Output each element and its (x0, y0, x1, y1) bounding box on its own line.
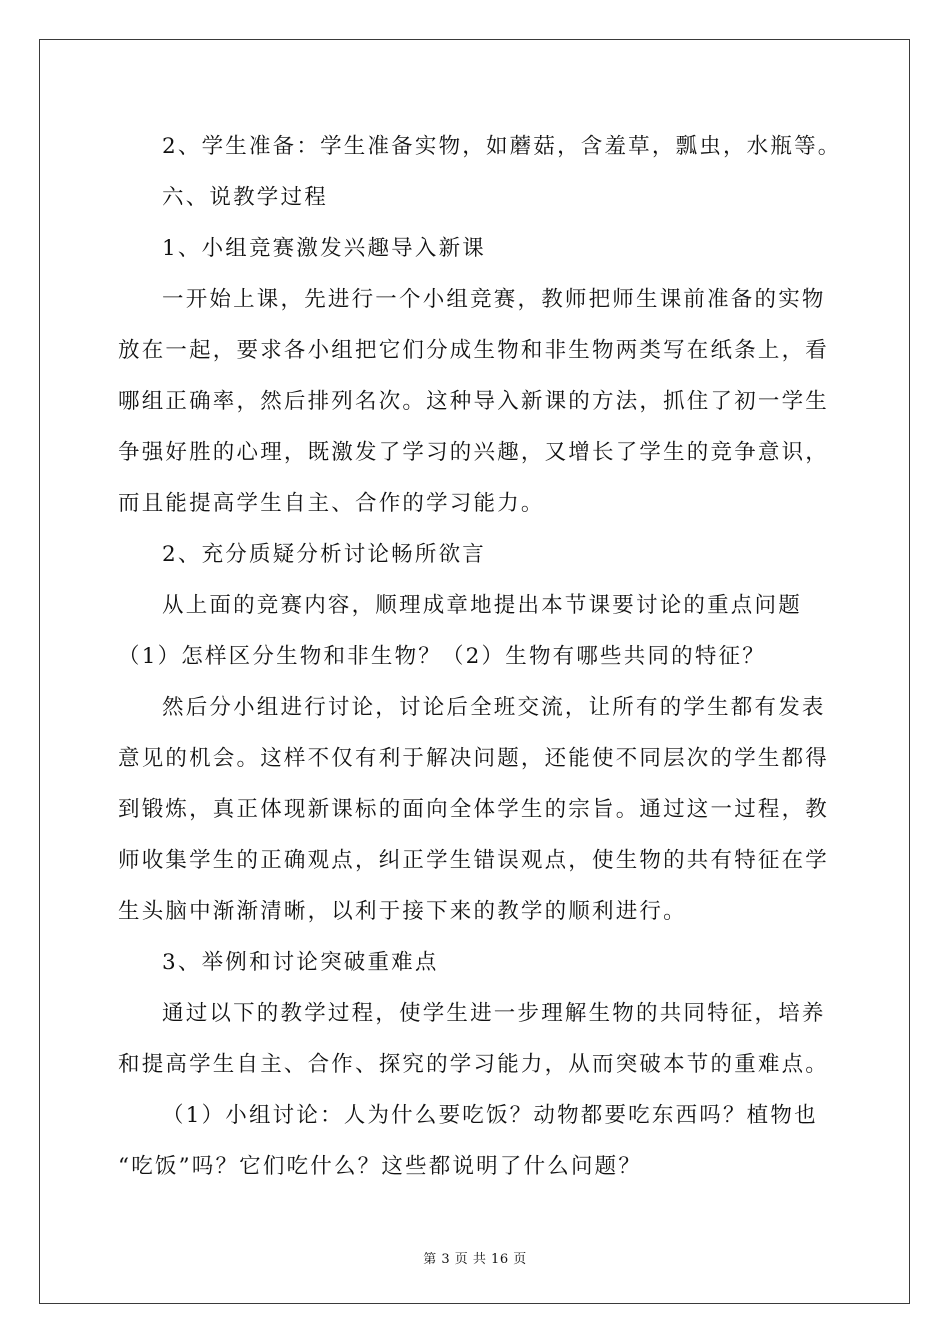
paragraph-line: （1）小组讨论：人为什么要吃饭？动物都要吃东西吗？植物也 (162, 1103, 818, 1128)
paragraph-line: 师收集学生的正确观点，纠正学生错误观点，使生物的共有特征在学 (118, 848, 830, 873)
paragraph-line: 一开始上课，先进行一个小组竞赛，教师把师生课前准备的实物 (162, 287, 826, 312)
paragraph-line: 放在一起，要求各小组把它们分成生物和非生物两类写在纸条上，看 (118, 338, 830, 363)
paragraph-line: 然后分小组进行讨论，讨论后全班交流，让所有的学生都有发表 (162, 695, 826, 720)
page-number-footer: 第 3 页 共 16 页 (423, 1252, 527, 1267)
paragraph-line: 从上面的竞赛内容，顺理成章地提出本节课要讨论的重点问题 (162, 593, 802, 618)
paragraph-line: 到锻炼，真正体现新课标的面向全体学生的宗旨。通过这一过程，教 (118, 797, 830, 822)
section-heading: 六、说教学过程 (162, 185, 328, 210)
paragraph-line: 意见的机会。这样不仅有利于解决问题，还能使不同层次的学生都得 (118, 746, 830, 771)
paragraph-line: 而且能提高学生自主、合作的学习能力。 (118, 491, 545, 516)
paragraph-line: 生头脑中渐渐清晰，以利于接下来的教学的顺利进行。 (118, 899, 687, 924)
subsection-heading: 2、充分质疑分析讨论畅所欲言 (162, 542, 486, 567)
paragraph-line: 2、学生准备：学生准备实物，如蘑菇，含羞草，瓢虫，水瓶等。 (162, 134, 842, 159)
subsection-heading: 1、小组竞赛激发兴趣导入新课 (162, 236, 486, 261)
paragraph-line: （1）怎样区分生物和非生物？（2）生物有哪些共同的特征？ (118, 644, 766, 669)
paragraph-line: “吃饭”吗？它们吃什么？这些都说明了什么问题？ (118, 1154, 643, 1179)
subsection-heading: 3、举例和讨论突破重难点 (162, 950, 439, 975)
paragraph-line: 通过以下的教学过程，使学生进一步理解生物的共同特征，培养 (162, 1001, 826, 1026)
paragraph-line: 哪组正确率，然后排列名次。这种导入新课的方法，抓住了初一学生 (118, 389, 830, 414)
paragraph-line: 和提高学生自主、合作、探究的学习能力，从而突破本节的重难点。 (118, 1052, 830, 1077)
paragraph-line: 争强好胜的心理，既激发了学习的兴趣，又增长了学生的竞争意识， (118, 440, 830, 465)
